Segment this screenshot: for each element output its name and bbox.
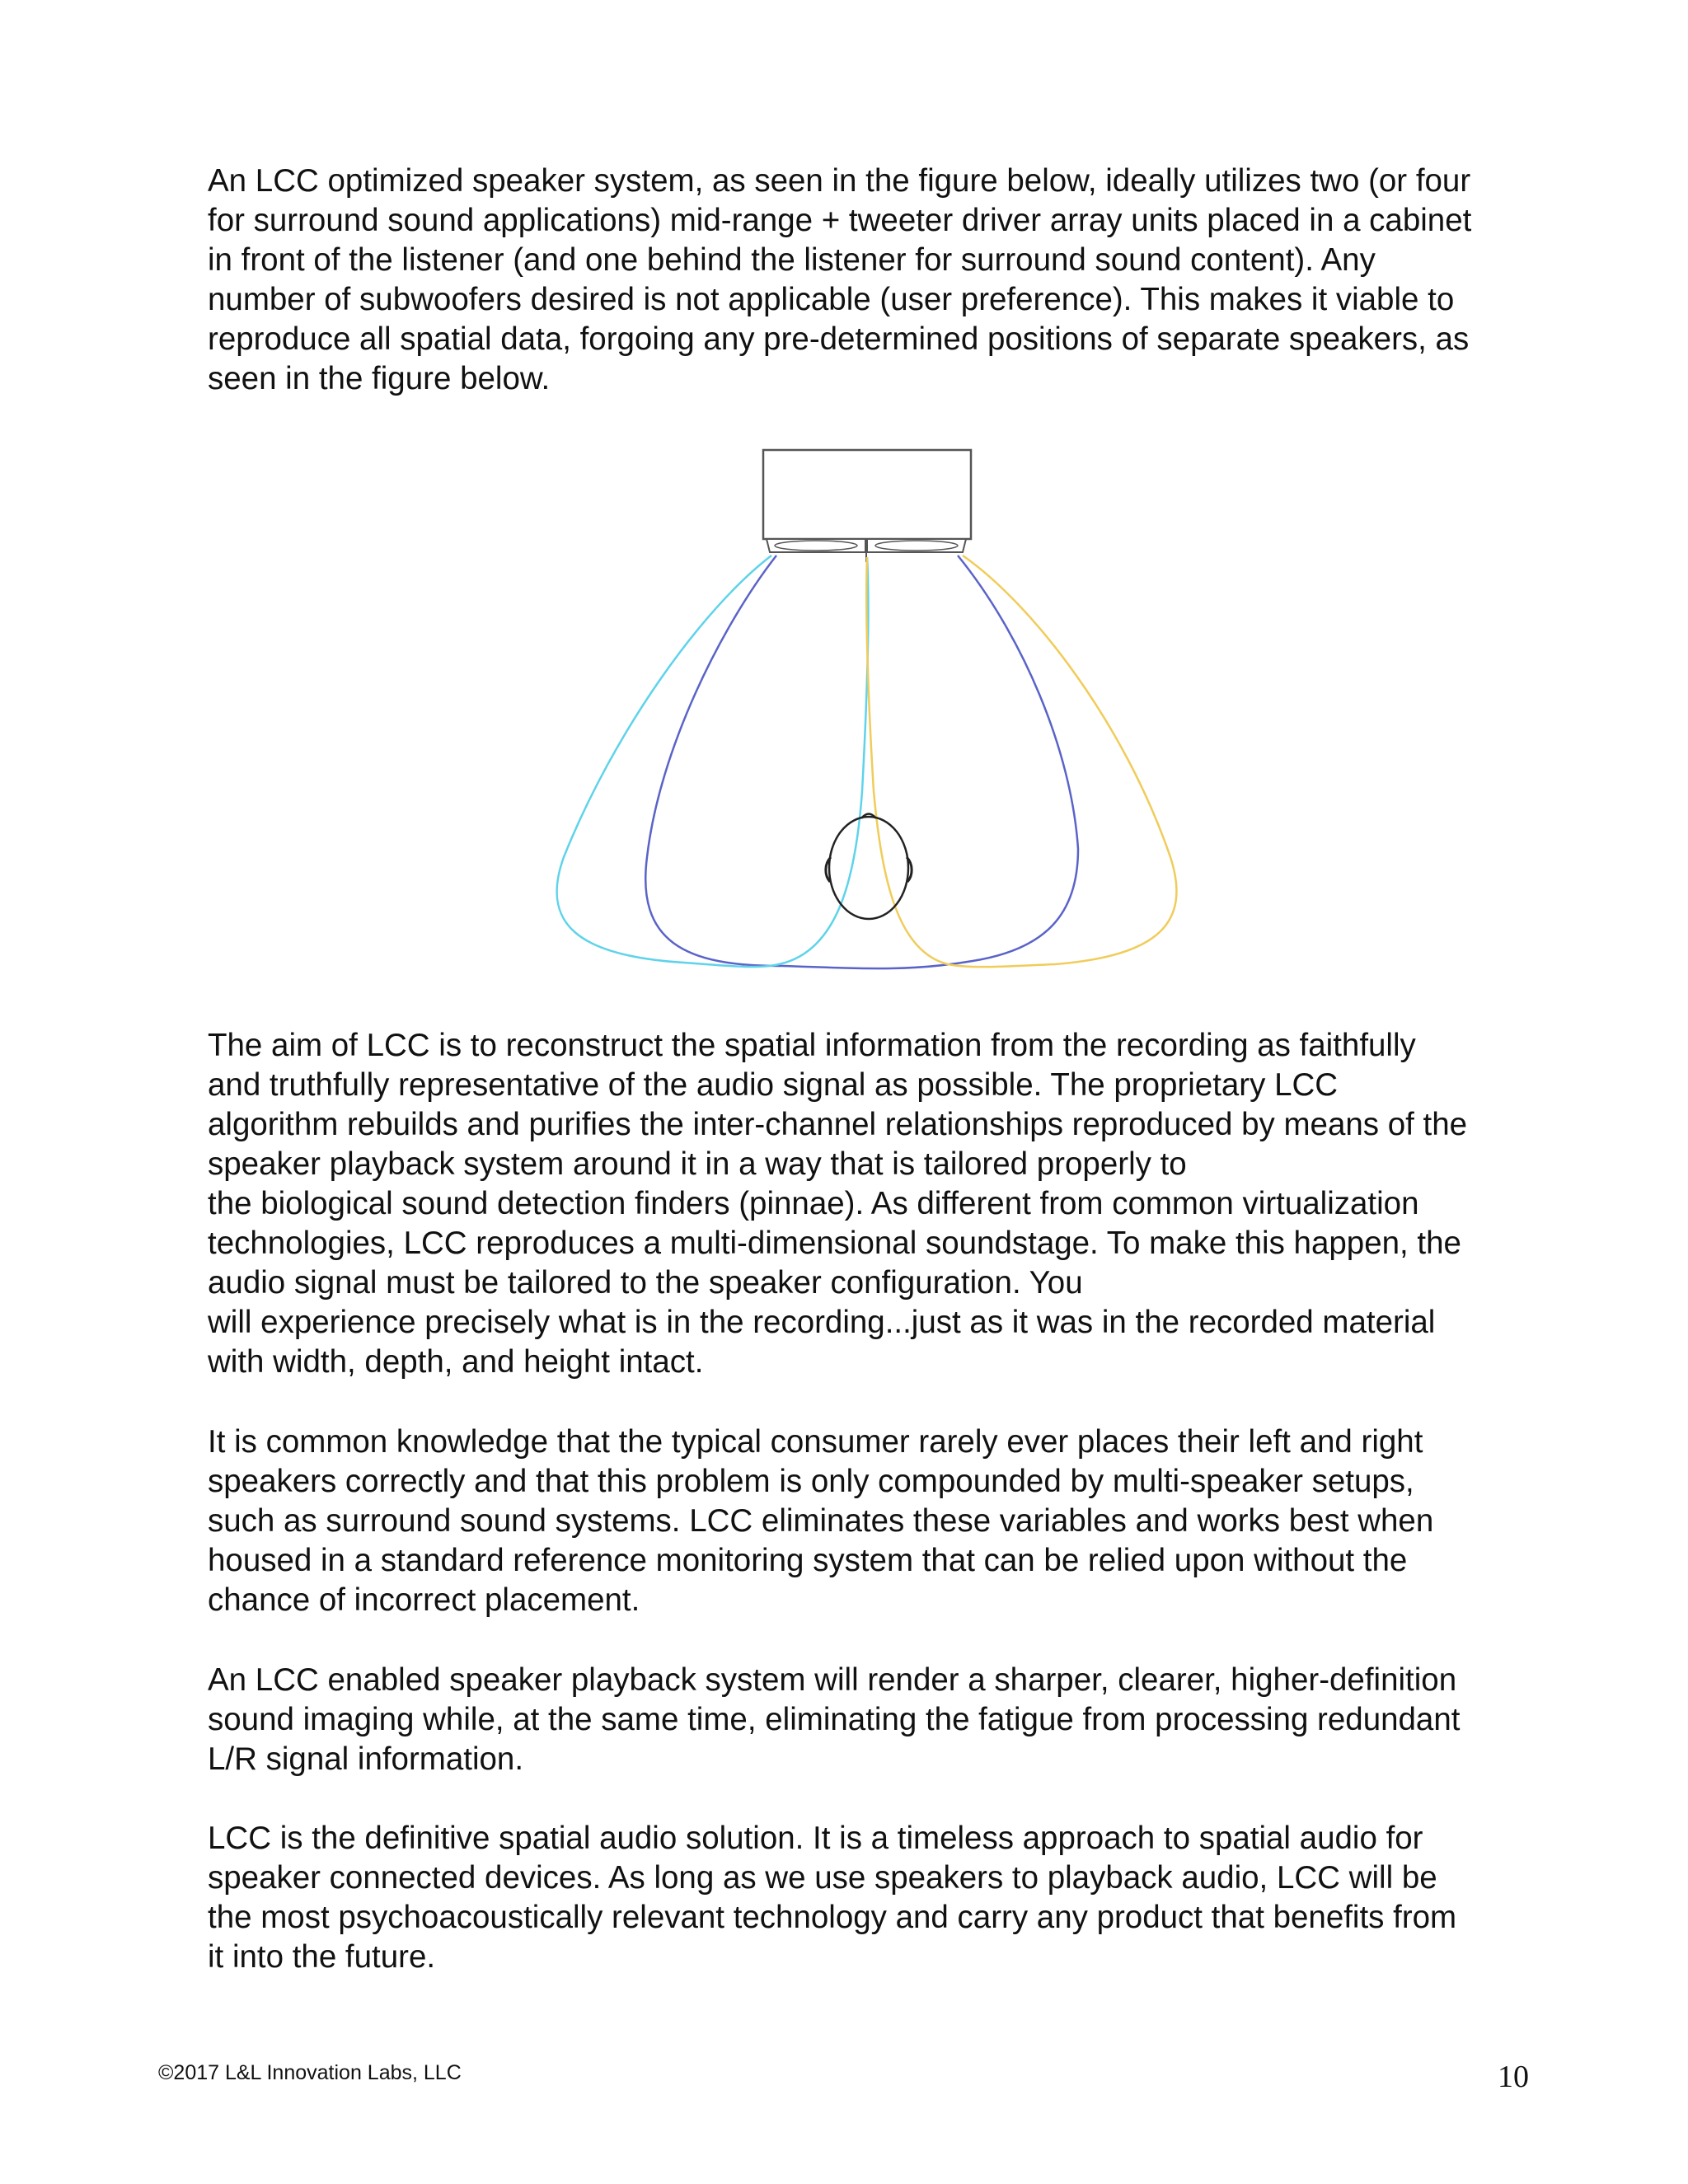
- text-line: L/R signal information.: [208, 1741, 524, 1777]
- speaker-cabinet: [763, 450, 971, 539]
- text-line: reproduce all spatial data, forgoing any pre-determined positions of separate speakers, as: [208, 321, 1470, 357]
- text-line: the most psychoacoustically relevant technology and carry any product that benefits from: [208, 1900, 1457, 1935]
- paragraph-aim-of-lcc: [208, 1026, 1543, 1382]
- text-line: in front of the listener (and one behind the listener for surround sound content). Any: [208, 242, 1376, 278]
- text-line: technologies, LCC reproduces a multi-dimensional soundstage. To make this happen, the: [208, 1226, 1461, 1261]
- listener-head: [829, 817, 908, 919]
- paragraph-lcc-benefits: [208, 1661, 1543, 1779]
- text-line: audio signal must be tailored to the speaker configuration. You: [208, 1265, 1083, 1301]
- text-line: and truthfully representative of the audio signal as possible. The proprietary LCC: [208, 1067, 1339, 1103]
- text-line: number of subwoofers desired is not applicable (user preference). This makes it viable to: [208, 282, 1455, 317]
- text-line: chance of incorrect placement.: [208, 1582, 640, 1618]
- text-line: will experience precisely what is in the recording...just as it was in the recorded material: [208, 1305, 1436, 1340]
- text-line: for surround sound applications) mid-range + tweeter driver array units placed in a cabinet: [208, 203, 1472, 238]
- text-line: LCC is the definitive spatial audio solution. It is a timeless approach to spatial audio for: [208, 1821, 1423, 1856]
- text-line: it into the future.: [208, 1939, 436, 1975]
- footer-copyright: ©2017 L&L Innovation Labs, LLC: [158, 2061, 462, 2084]
- text-line: such as surround sound systems. LCC eliminates these variables and works best when: [208, 1503, 1434, 1539]
- text-line: with width, depth, and height intact.: [208, 1344, 704, 1380]
- text-line: the biological sound detection finders (pinnae). As different from common virtualization: [208, 1186, 1419, 1221]
- text-line: speakers correctly and that this problem is only compounded by multi-speaker setups,: [208, 1464, 1414, 1499]
- text-line: algorithm rebuilds and purifies the inter-channel relationships reproduced by means of the: [208, 1107, 1468, 1142]
- text-line: speaker playback system around it in a way that is tailored properly to: [208, 1146, 1187, 1182]
- text-line: It is common knowledge that the typical consumer rarely ever places their left and right: [208, 1424, 1423, 1460]
- text-line: An LCC optimized speaker system, as seen in the figure below, ideally utilizes two (or four: [208, 163, 1471, 199]
- center-sound-lobe: [645, 555, 1078, 968]
- text-line: housed in a standard reference monitoring system that can be relied upon without the: [208, 1543, 1408, 1578]
- page-number: 10: [1498, 2060, 1529, 2094]
- text-line: An LCC enabled speaker playback system will render a sharper, clearer, higher-definition: [208, 1662, 1457, 1698]
- left-sound-lobe: [557, 555, 869, 967]
- speaker-diagram: [544, 437, 1187, 997]
- text-line: speaker connected devices. As long as we use speakers to playback audio, LCC will be: [208, 1860, 1437, 1896]
- paragraph-speaker-placement: [208, 1422, 1543, 1620]
- text-line: sound imaging while, at the same time, eliminating the fatigue from processing redundant: [208, 1702, 1461, 1737]
- text-line: The aim of LCC is to reconstruct the spatial information from the recording as faithfully: [208, 1028, 1416, 1063]
- text-line: seen in the figure below.: [208, 361, 551, 396]
- right-sound-lobe: [866, 555, 1176, 967]
- paragraph-lcc-conclusion: [208, 1819, 1543, 1977]
- paragraph-speaker-system: [208, 162, 1543, 399]
